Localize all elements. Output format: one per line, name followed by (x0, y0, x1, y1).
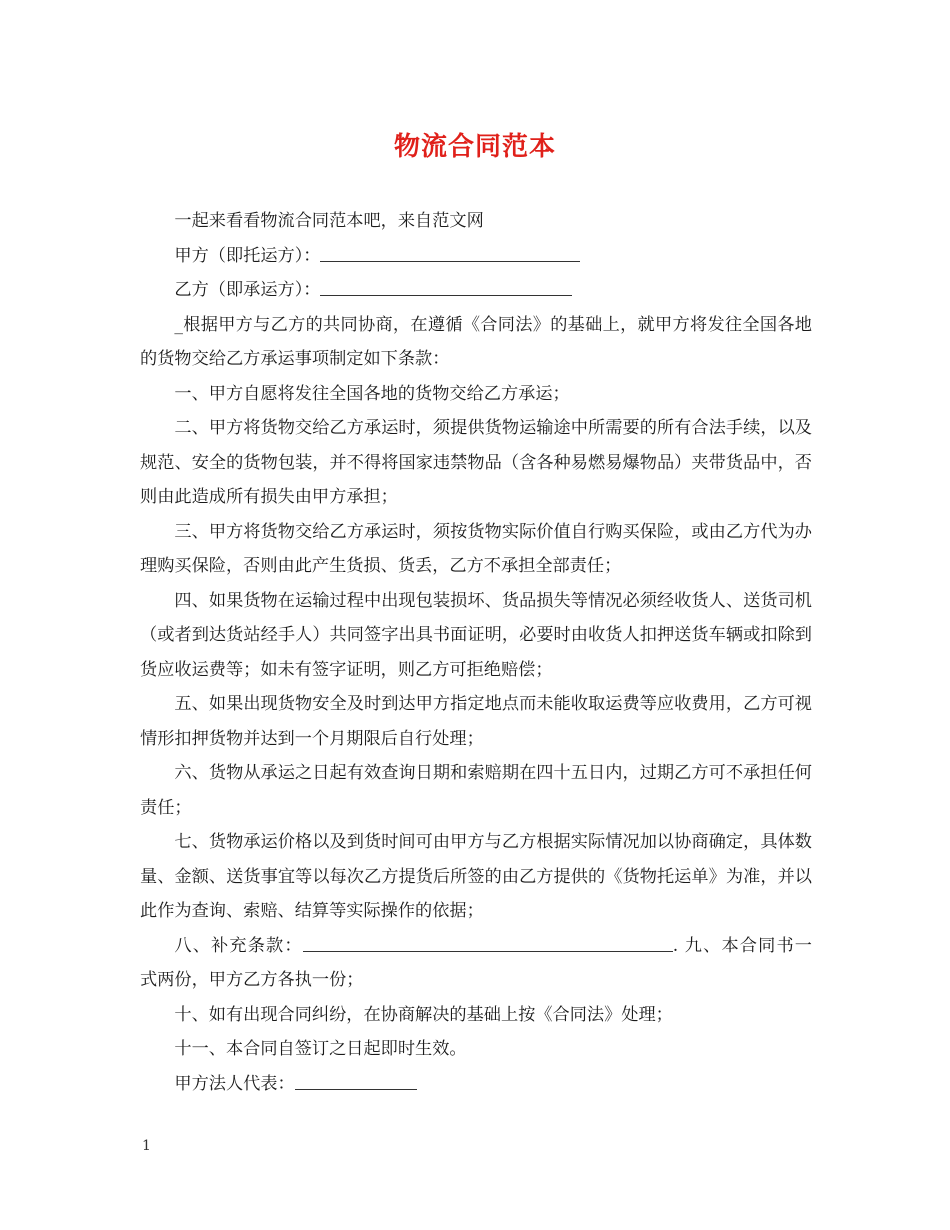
party-b-line (140, 273, 812, 308)
page-number: 1 (142, 1138, 151, 1154)
clause-5: 五、如果出现货物安全及时到达甲方指定地点而未能收取运费等应收费用，乙方可视情形扣押货物并达到一个月期限后自行处理； (140, 694, 812, 749)
preamble-paragraph: _根据甲方与乙方的共同协商，在遵循《合同法》的基础上，就甲方将发往全国各地的货物交给乙方承运事项制定如下条款： (140, 314, 812, 369)
clause-8-label: 八、补充条款： (174, 935, 303, 956)
clause-2: 二、甲方将货物交给乙方承运时，须提供货物运输途中所需要的所有合法手续，以及规范、安全的货物包装，并不得将国家违禁物品（含各种易燃易爆物品）夹带货品中，否则由此造成所有损失由甲方承担； (140, 418, 812, 507)
clause-9: . 九、本合同书一式两份，甲方乙方各执一份； (140, 935, 812, 990)
party-a-blank (320, 243, 580, 262)
party-a-rep-label: 甲方法人代表： (174, 1073, 295, 1094)
clause-10: 十、如有出现合同纠纷，在协商解决的基础上按《合同法》处理； (174, 1004, 673, 1025)
clause-3: 三、甲方将货物交给乙方承运时，须按货物实际价值自行购买保险，或由乙方代为办理购买保险，否则由此产生货损、货丢，乙方不承担全部责任； (140, 521, 812, 576)
party-a-rep-blank (295, 1071, 417, 1090)
party-b-label: 乙方（即承运方）： (174, 280, 321, 300)
clause-1: 一、甲方自愿将发往全国各地的货物交给乙方承运； (174, 383, 570, 404)
document-title: 物流合同范本 (393, 132, 556, 162)
party-a-rep-line (140, 1067, 812, 1102)
party-a-line (140, 239, 812, 274)
intro-paragraph: 一起来看看物流合同范本吧，来自范文网 (174, 211, 484, 231)
clause-8-9 (140, 929, 812, 998)
clause-6: 六、货物从承运之日起有效查询日期和索赔期在四十五日内，过期乙方可不承担任何责任； (140, 763, 812, 818)
supplementary-terms-blank (303, 933, 673, 952)
clause-11: 十一、本合同自签订之日起即时生效。 (174, 1039, 467, 1059)
clause-7: 七、货物承运价格以及到货时间可由甲方与乙方根据实际情况加以协商确定，具体数量、金额、送货事宜等以每次乙方提货后所签的由乙方提供的《货物托运单》为准，并以此作为查询、索赔、结算等实际操作的依据； (140, 832, 812, 921)
document-body (140, 204, 812, 1101)
party-a-label: 甲方（即托运方）： (174, 245, 321, 266)
clause-4: 四、如果货物在运输过程中出现包装损坏、货品损失等情况必须经收货人、送货司机（或者到达货站经手人）共同签字出具书面证明，必要时由收货人扣押送货车辆或扣除到货应收运费等；如未有签字证明，则乙方可拒绝赔偿； (140, 590, 812, 680)
party-b-blank (320, 277, 572, 296)
